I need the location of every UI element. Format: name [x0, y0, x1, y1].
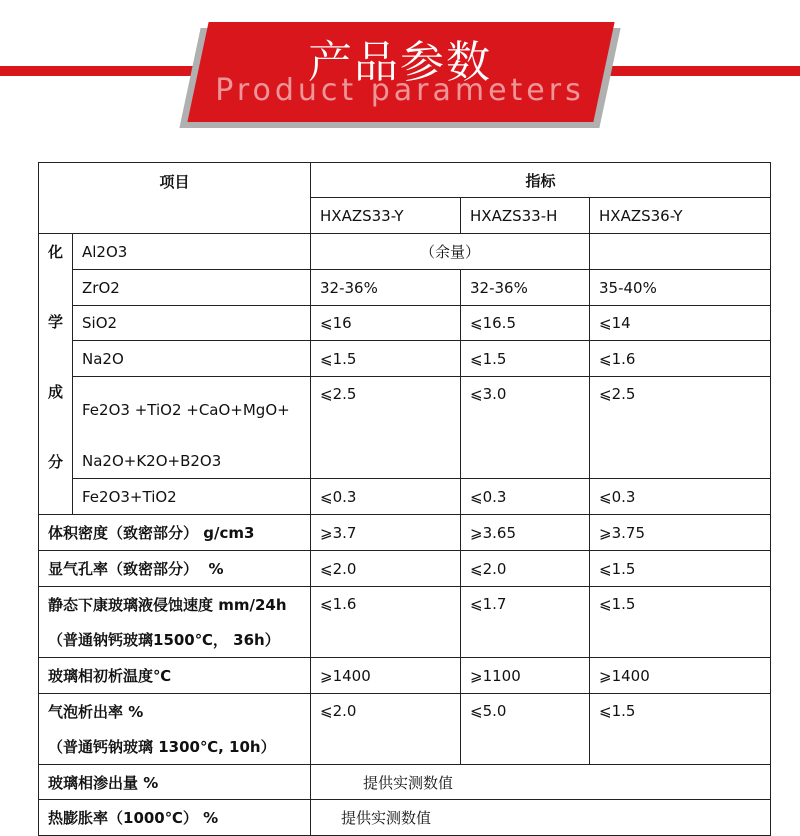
bubble-label: 气泡析出率 % [39, 694, 311, 729]
comp-value: ⩽1.5 [311, 341, 461, 377]
table-row [39, 479, 771, 515]
exudation-value: 提供实测数值 [311, 765, 771, 800]
comp-value: ⩽0.3 [461, 479, 590, 515]
comp-name: Fe2O3 +TiO2 +CaO+MgO+ [73, 377, 311, 444]
corrosion-value: ⩽1.6 [311, 587, 461, 658]
model-2: HXAZS33-H [461, 198, 590, 234]
comp-name: Fe2O3+TiO2 [73, 479, 311, 515]
comp-name: SiO2 [73, 306, 311, 341]
exudation-label: 玻璃相渗出量 % [39, 765, 311, 800]
table-row [39, 694, 771, 729]
model-3: HXAZS36-Y [590, 198, 771, 234]
density-label: 体积密度（致密部分） g/cm3 [39, 515, 311, 551]
composition-char: 化 [47, 243, 63, 261]
comp-value: ⩽3.0 [461, 377, 590, 479]
comp-value: ⩽0.3 [311, 479, 461, 515]
comp-value: 35-40% [590, 270, 771, 306]
composition-char: 成 [47, 383, 63, 401]
banner-subtitle: Product parameters [215, 73, 585, 108]
comp-name: ZrO2 [73, 270, 311, 306]
corrosion-label: 静态下康玻璃液侵蚀速度 mm/24h [39, 587, 311, 622]
bubble-value: ⩽1.5 [590, 694, 771, 765]
comp-value: ⩽14 [590, 306, 771, 341]
comp-name: Na2O [73, 341, 311, 377]
table-header-row [39, 163, 771, 198]
comp-name: Al2O3 [73, 234, 311, 270]
table-row [39, 765, 771, 800]
corrosion-label-condition: （普通钠钙玻璃1500℃， 36h） [39, 622, 311, 658]
table-row [39, 306, 771, 341]
expansion-value: 提供实测数值 [311, 800, 771, 836]
comp-value: ⩽2.5 [311, 377, 461, 479]
glass-phase-temp-value: ⩾1400 [590, 658, 771, 694]
parameters-table [38, 162, 771, 836]
glass-phase-temp-value: ⩾1100 [461, 658, 590, 694]
comp-name-continued: Na2O+K2O+B2O3 [73, 444, 311, 479]
comp-value: ⩽2.5 [590, 377, 771, 479]
table-row [39, 800, 771, 836]
porosity-value: ⩽1.5 [590, 551, 771, 587]
composition-char: 学 [47, 313, 63, 331]
bubble-value: ⩽5.0 [461, 694, 590, 765]
model-1: HXAZS33-Y [311, 198, 461, 234]
composition-char: 分 [47, 453, 63, 471]
header-index: 指标 [311, 163, 771, 198]
bubble-value: ⩽2.0 [311, 694, 461, 765]
comp-value: ⩽16.5 [461, 306, 590, 341]
density-value: ⩾3.65 [461, 515, 590, 551]
header-item: 项目 [39, 163, 311, 234]
comp-value: ⩽0.3 [590, 479, 771, 515]
density-value: ⩾3.7 [311, 515, 461, 551]
comp-value: ⩽1.5 [461, 341, 590, 377]
table-row [39, 587, 771, 622]
bubble-label-condition: （普通钙钠玻璃 1300℃, 10h） [39, 729, 311, 765]
density-value: ⩾3.75 [590, 515, 771, 551]
comp-value: ⩽1.6 [590, 341, 771, 377]
expansion-label: 热膨胀率（1000℃） % [39, 800, 311, 836]
corrosion-value: ⩽1.7 [461, 587, 590, 658]
porosity-value: ⩽2.0 [461, 551, 590, 587]
glass-phase-temp-label: 玻璃相初析温度℃ [39, 658, 311, 694]
table-row [39, 515, 771, 551]
banner-title: 产品参数 [308, 37, 492, 88]
table-row [39, 341, 771, 377]
composition-label [39, 234, 73, 515]
table-row [39, 270, 771, 306]
table-row [39, 551, 771, 587]
comp-merged-value: （余量） [311, 234, 590, 270]
table-row [39, 377, 771, 444]
porosity-value: ⩽2.0 [311, 551, 461, 587]
comp-value: 32-36% [461, 270, 590, 306]
corrosion-value: ⩽1.5 [590, 587, 771, 658]
comp-value [590, 234, 771, 270]
comp-value: 32-36% [311, 270, 461, 306]
porosity-label: 显气孔率（致密部分） % [39, 551, 311, 587]
comp-value: ⩽16 [311, 306, 461, 341]
glass-phase-temp-value: ⩾1400 [311, 658, 461, 694]
table-row [39, 234, 771, 270]
table-row [39, 658, 771, 694]
